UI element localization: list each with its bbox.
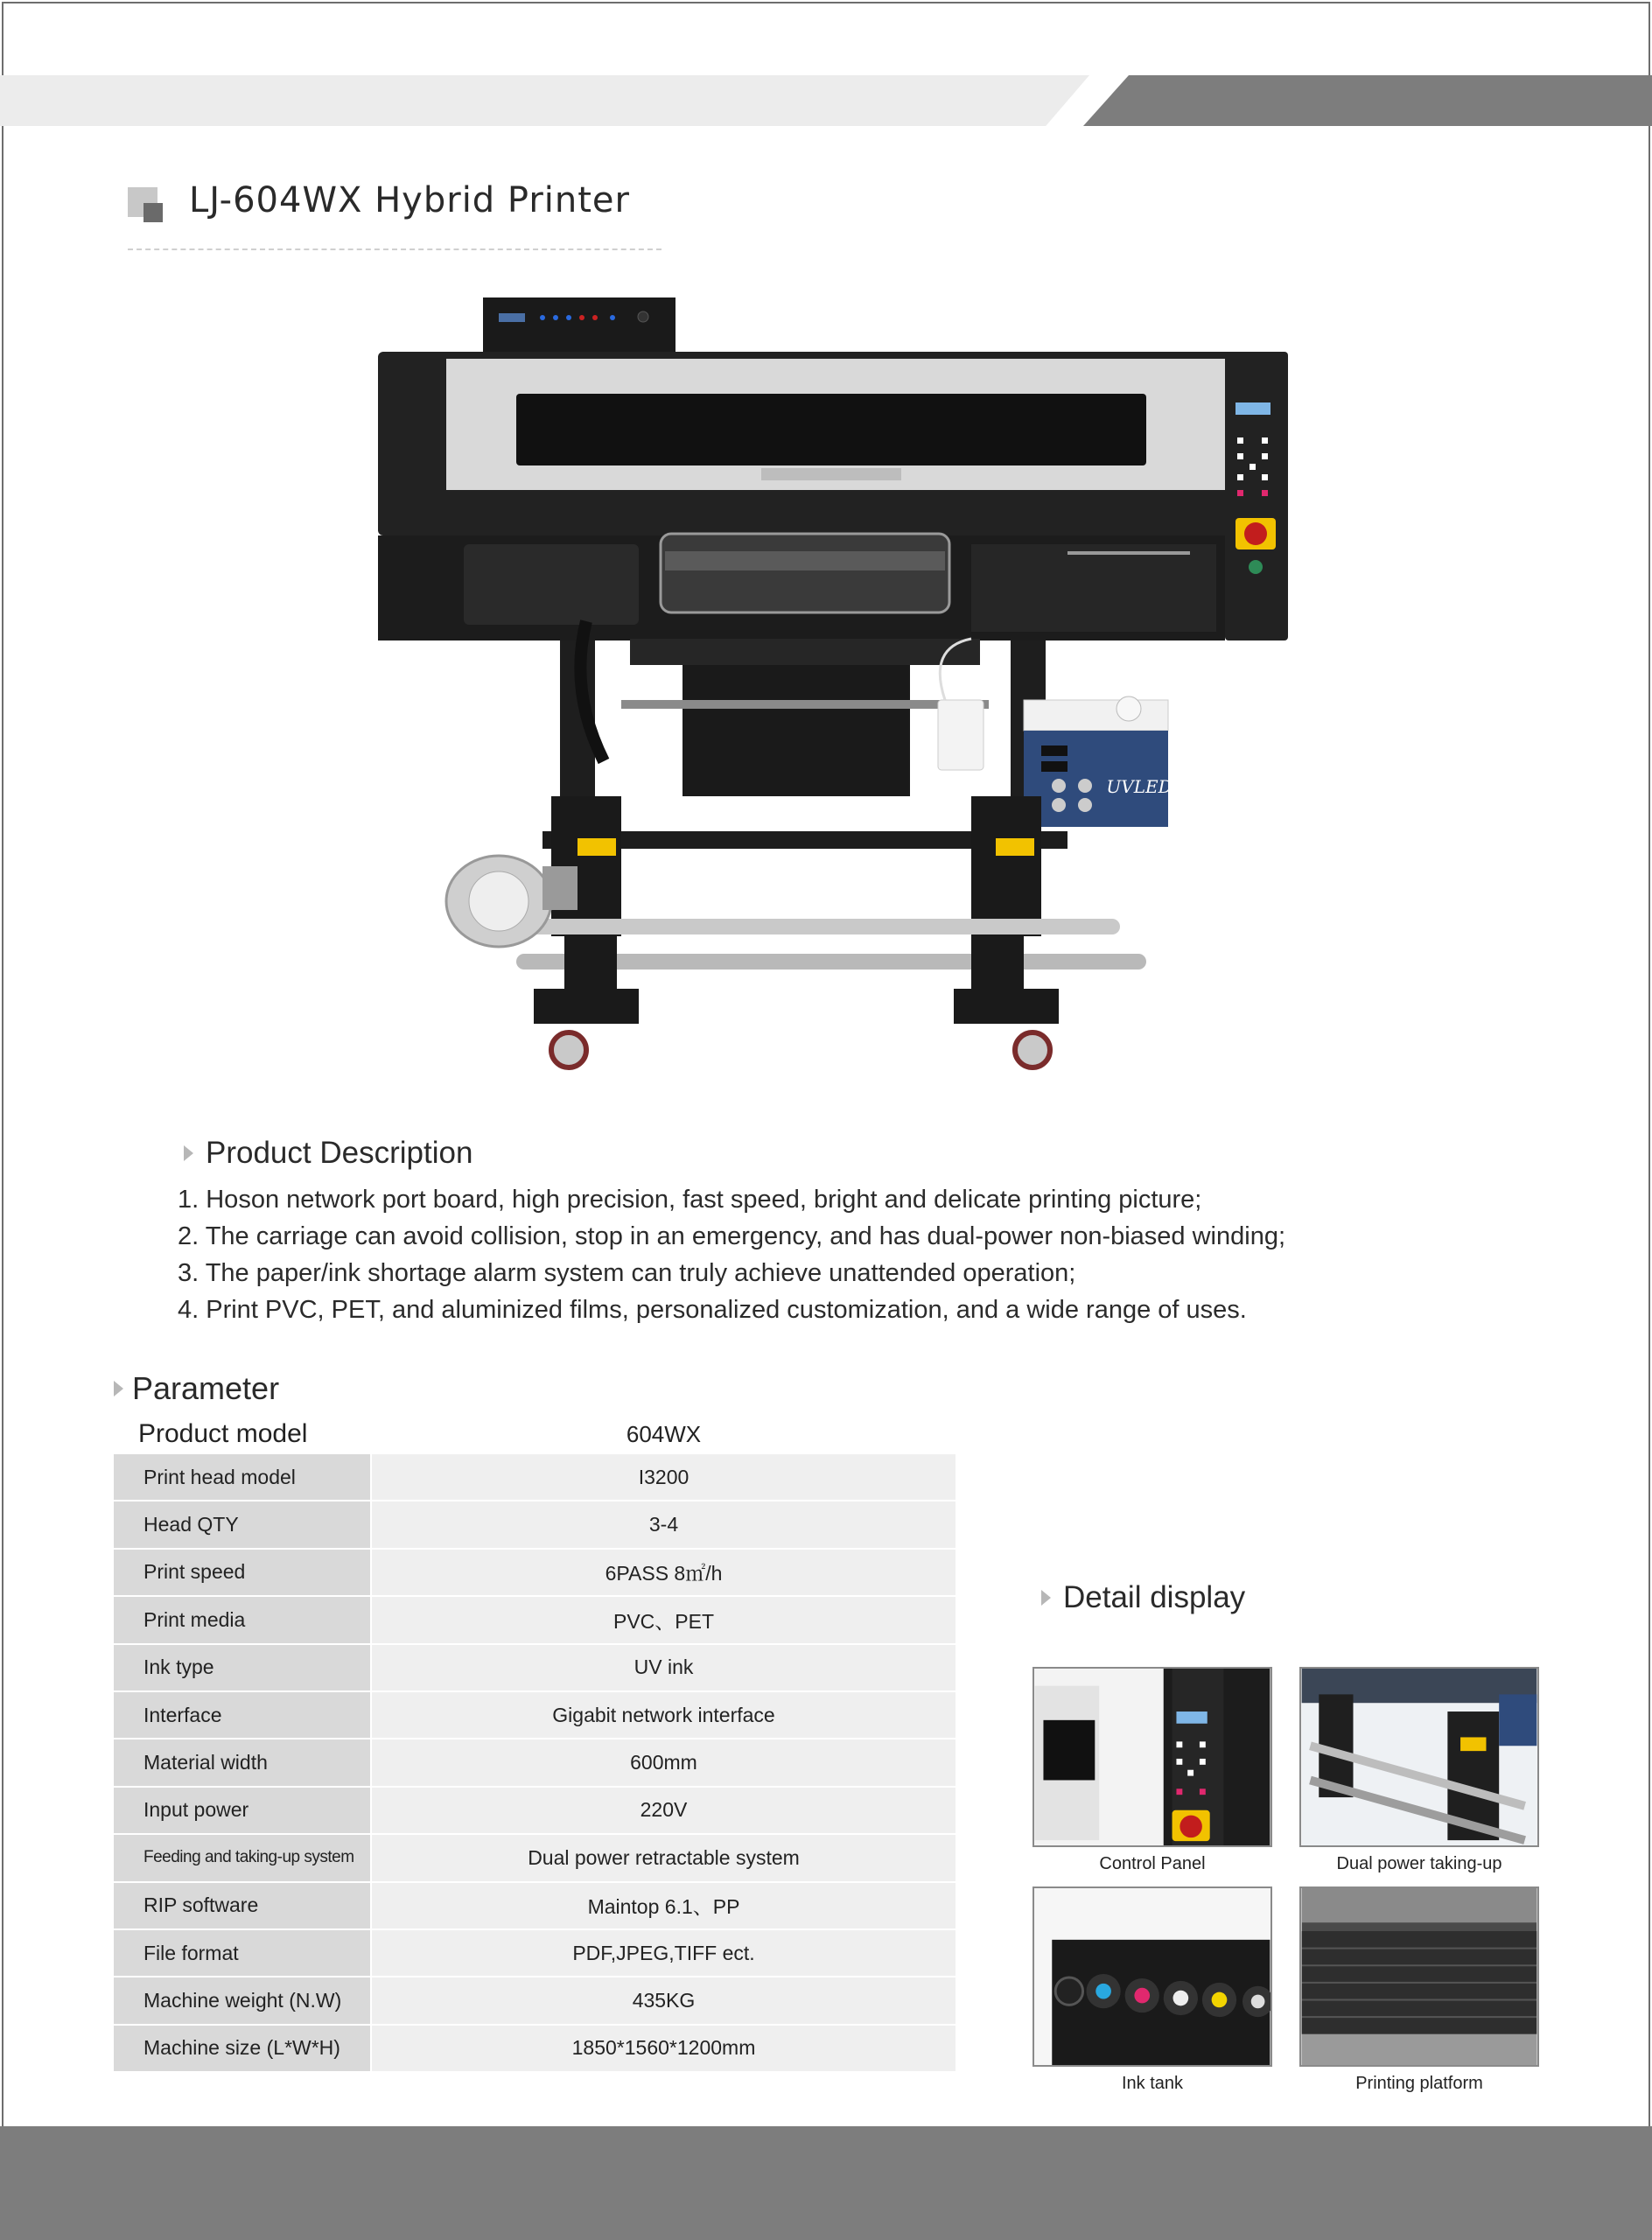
detail-heading xyxy=(1041,1580,1245,1615)
parameter-title: Parameter xyxy=(132,1370,280,1406)
param-label: Interface xyxy=(114,1692,370,1738)
detail-title: Detail display xyxy=(1063,1580,1246,1614)
control-panel-image xyxy=(1032,1667,1272,1847)
table-row xyxy=(114,1930,956,1978)
product-model-value: 604WX xyxy=(626,1421,702,1447)
detail-card-ink-tank xyxy=(1032,1886,1272,2094)
description-heading xyxy=(184,1136,472,1171)
table-row xyxy=(114,1835,956,1882)
detail-card-taking-up xyxy=(1299,1667,1539,1874)
param-value: 220V xyxy=(372,1788,956,1833)
page-title: LJ-604WX Hybrid Printer xyxy=(189,180,630,220)
table-row xyxy=(114,1883,956,1930)
param-label: Head QTY xyxy=(114,1502,370,1547)
printing-platform-image xyxy=(1299,1886,1539,2067)
table-row xyxy=(114,1788,956,1835)
header-band-light xyxy=(0,75,1089,126)
param-value: 1850*1560*1200mm xyxy=(372,2026,956,2071)
param-value: Maintop 6.1、PP xyxy=(372,1883,956,1928)
param-label: Input power xyxy=(114,1788,370,1833)
param-label: File format xyxy=(114,1930,370,1976)
detail-caption: Ink tank xyxy=(1121,2074,1184,2093)
chevron-right-icon xyxy=(1041,1590,1051,1606)
description-list xyxy=(178,1181,1525,1328)
param-label: Machine size (L*W*H) xyxy=(114,2026,370,2071)
detail-caption: Dual power taking-up xyxy=(1336,1854,1502,1873)
param-value: 6PASS 8㎡/h xyxy=(372,1550,956,1595)
product-model-row xyxy=(114,1414,956,1454)
footer-band xyxy=(0,2126,1652,2240)
table-row xyxy=(114,2026,956,2073)
detail-card-control-panel xyxy=(1032,1667,1272,1874)
param-label: Print head model xyxy=(114,1454,370,1500)
list-item: 4. Print PVC, PET, and aluminized films, personalized customization, and a wide range of uses. xyxy=(178,1296,1247,1324)
table-row xyxy=(114,1978,956,2025)
table-row xyxy=(114,1645,956,1692)
table-row xyxy=(114,1740,956,1787)
param-value: Gigabit network interface xyxy=(372,1692,956,1738)
chevron-right-icon xyxy=(114,1381,123,1396)
param-label: Ink type xyxy=(114,1645,370,1690)
parameter-table xyxy=(114,1454,956,2073)
param-value: PVC、PET xyxy=(372,1597,956,1642)
param-value: 435KG xyxy=(372,1978,956,2023)
param-value: Dual power retractable system xyxy=(372,1835,956,1880)
detail-caption: Control Panel xyxy=(1099,1854,1206,1873)
list-item: 2. The carriage can avoid collision, stop in an emergency, and has dual-power non-biased winding; xyxy=(178,1222,1286,1250)
list-item: 3. The paper/ink shortage alarm system can truly achieve unattended operation; xyxy=(178,1259,1076,1287)
param-label: Print media xyxy=(114,1597,370,1642)
param-value: UV ink xyxy=(372,1645,956,1690)
parameter-heading xyxy=(114,1370,279,1407)
detail-caption: Printing platform xyxy=(1355,2074,1483,2093)
printer-image xyxy=(368,289,1312,1102)
param-value: I3200 xyxy=(372,1454,956,1500)
param-value: 600mm xyxy=(372,1740,956,1785)
param-label: Machine weight (N.W) xyxy=(114,1978,370,2023)
title-squares-icon xyxy=(128,187,180,233)
title-divider xyxy=(128,248,662,250)
table-row xyxy=(114,1597,956,1644)
header-band-dark xyxy=(1083,75,1652,126)
ink-tank-image xyxy=(1032,1886,1272,2067)
product-model-label: Product model xyxy=(138,1419,308,1448)
param-label: RIP software xyxy=(114,1883,370,1928)
taking-up-image xyxy=(1299,1667,1539,1847)
uvled-label: UVLED xyxy=(1106,776,1172,797)
param-value: 3-4 xyxy=(372,1502,956,1547)
chevron-right-icon xyxy=(184,1145,193,1161)
param-label: Material width xyxy=(114,1740,370,1785)
param-label: Feeding and taking-up system xyxy=(114,1835,370,1880)
detail-card-printing-platform xyxy=(1299,1886,1539,2094)
list-item: 1. Hoson network port board, high precision, fast speed, bright and delicate printing picture; xyxy=(178,1186,1202,1214)
table-row xyxy=(114,1550,956,1597)
table-row xyxy=(114,1692,956,1740)
table-row xyxy=(114,1502,956,1549)
param-value: PDF,JPEG,TIFF ect. xyxy=(372,1930,956,1976)
description-title: Product Description xyxy=(206,1136,473,1170)
param-label: Print speed xyxy=(114,1550,370,1595)
table-row xyxy=(114,1454,956,1502)
